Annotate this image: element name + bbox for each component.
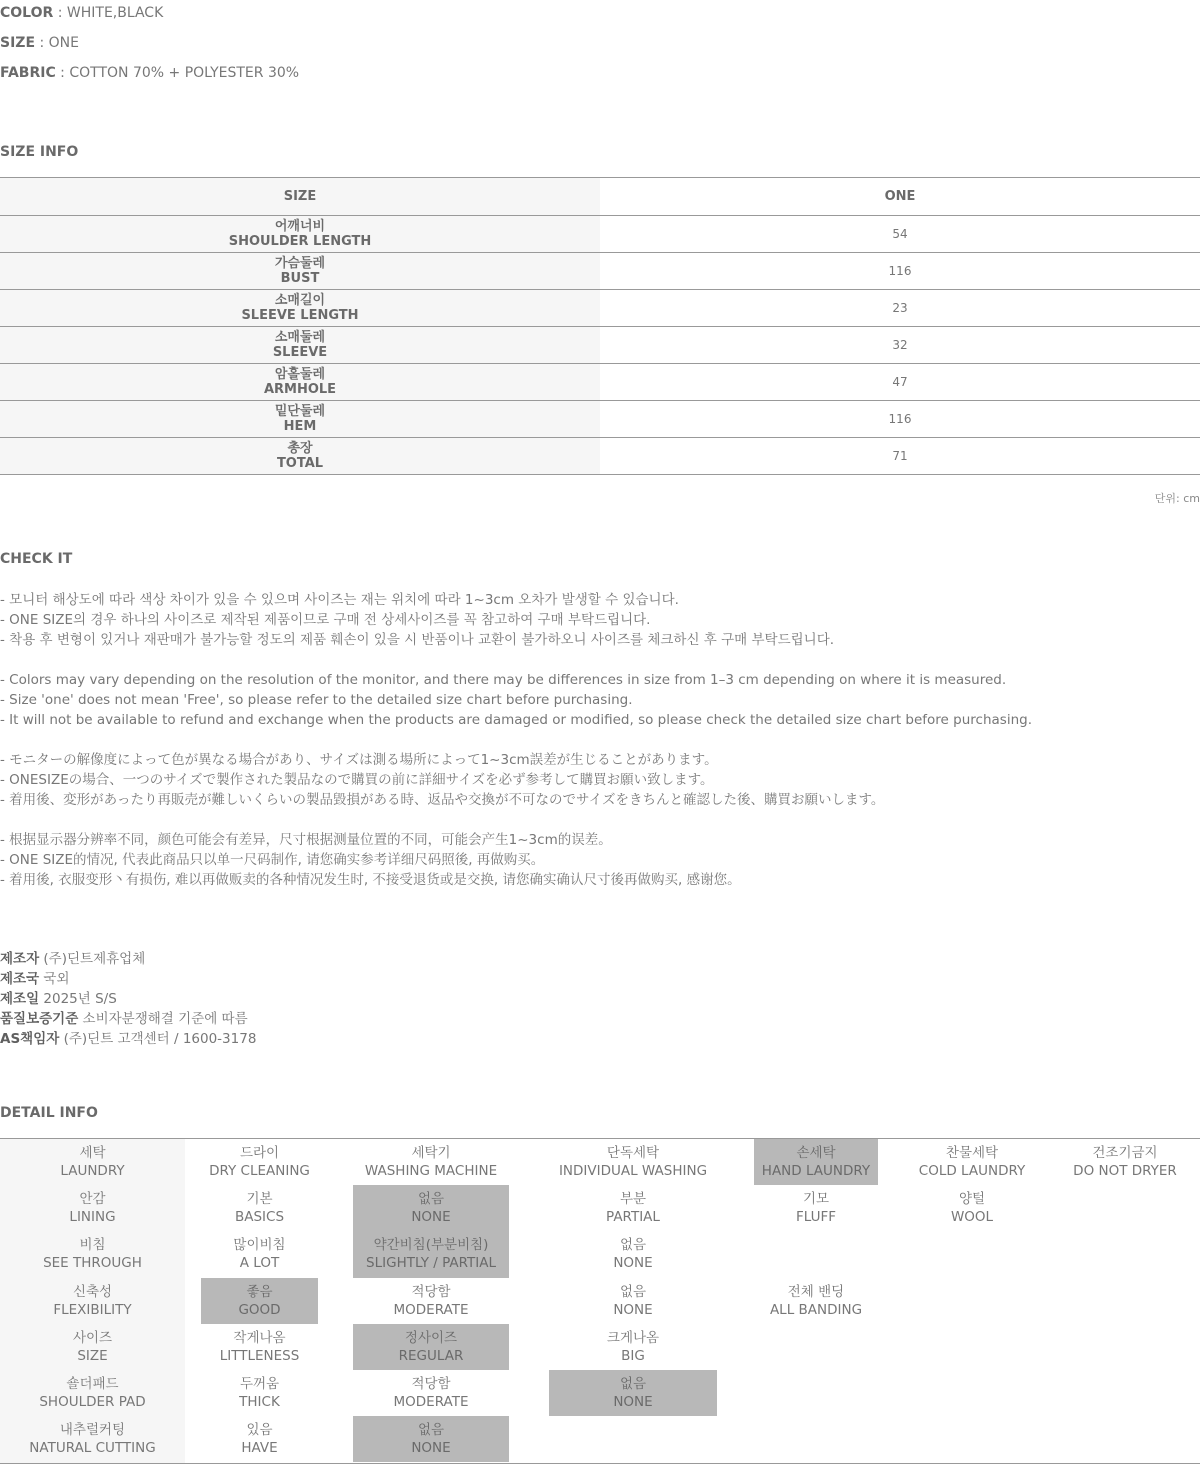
- detail-option: [353, 1185, 509, 1231]
- spec-value: : COTTON 70% + POLYESTER 30%: [55, 65, 300, 81]
- detail-en: NONE: [613, 1394, 653, 1411]
- detail-en: HAVE: [241, 1440, 278, 1457]
- detail-option: [201, 1324, 318, 1370]
- note-line: - It will not be available to refund and exchange when the products are damaged or modified, so please check the detailed size chart before purchasing.: [0, 712, 1032, 728]
- measure-value: 47: [600, 364, 1200, 401]
- detail-en: NONE: [411, 1440, 451, 1457]
- detail-ko: 있음: [246, 1422, 273, 1439]
- notes-korean: [0, 590, 1200, 650]
- detail-option: [549, 1231, 717, 1277]
- detail-option: [549, 1139, 717, 1185]
- note-line: - 着用後, 衣服变形丶有损伤, 难以再做贩卖的各种情况发生时, 不接受退货或是交换, 请您确实确认尺寸後再做购买, 感谢您。: [0, 872, 741, 888]
- detail-en: THICK: [239, 1394, 280, 1411]
- maker-line: [0, 969, 256, 989]
- detail-en: SEE THROUGH: [43, 1255, 142, 1272]
- maker-value: 국외: [39, 971, 70, 987]
- notes-english: [0, 670, 1200, 730]
- detail-en: BIG: [621, 1347, 645, 1364]
- detail-option: [353, 1370, 509, 1416]
- detail-en: INDIVIDUAL WASHING: [558, 1163, 708, 1180]
- detail-option: [201, 1139, 318, 1185]
- detail-ko: 손세탁: [796, 1145, 836, 1162]
- maker-value: 2025년 S/S: [39, 991, 117, 1007]
- detail-ko: 단독세탁: [606, 1145, 660, 1162]
- spec-label: FABRIC: [0, 65, 56, 81]
- note-line: - ONE SIZE的情况, 代表此商品只以单一尺码制作, 请您确实参考详细尺码照後, 再做购买。: [0, 852, 545, 868]
- note-line: - ONESIZEの場合、一つのサイズで製作された製品なので購買の前に詳細サイズを必ず参考して購買お願い致します。: [0, 772, 714, 788]
- detail-option: [353, 1231, 509, 1277]
- detail-ko: 없음: [619, 1237, 647, 1254]
- measure-value: 54: [600, 216, 1200, 253]
- note-line: - ONE SIZE의 경우 하나의 사이즈로 제작된 제품이므로 구매 전 상세사이즈를 꼭 참고하여 구매 부탁드립니다.: [0, 612, 651, 628]
- maker-line: [0, 949, 256, 969]
- maker-label: AS책임자: [0, 1031, 60, 1047]
- detail-ko: 적당함: [411, 1376, 451, 1393]
- detail-option: [201, 1185, 318, 1231]
- detail-en: NONE: [613, 1255, 653, 1272]
- detail-ko: 세탁: [79, 1145, 106, 1162]
- detail-en: WASHING MACHINE: [364, 1163, 498, 1180]
- measure-value: 116: [600, 253, 1200, 290]
- detail-en: GOOD: [238, 1301, 281, 1318]
- detail-ko: 적당함: [411, 1283, 451, 1300]
- detail-ko: 양털: [958, 1191, 986, 1208]
- measure-ko: 소매길이: [274, 293, 326, 308]
- notes-chinese: [0, 830, 1200, 890]
- table-row: [0, 253, 1200, 290]
- detail-en: DO NOT DRYER: [1073, 1163, 1177, 1180]
- measure-ko: 총장: [287, 441, 313, 456]
- detail-en: FLEXIBILITY: [53, 1301, 132, 1318]
- detail-ko: 약간비침(부분비침): [373, 1237, 489, 1254]
- measure-en: SHOULDER LENGTH: [228, 234, 372, 249]
- measure-ko: 암홀둘레: [274, 367, 326, 382]
- detail-option: [353, 1416, 509, 1462]
- measure-value: 23: [600, 290, 1200, 327]
- note-line: - 착용 후 변형이 있거나 재판매가 불가능할 정도의 제품 훼손이 있을 시 반품이나 교환이 불가하오니 사이즈를 체크하신 후 구매 부탁드립니다.: [0, 632, 835, 648]
- detail-grid: [0, 1138, 1200, 1464]
- detail-ko: 기모: [802, 1191, 830, 1208]
- detail-info-title: DETAIL INFO: [0, 1105, 98, 1121]
- detail-ko: 좋음: [246, 1283, 273, 1300]
- maker-value: (주)딘트 고객센터 / 1600-3178: [59, 1031, 257, 1047]
- detail-ko: 부분: [619, 1191, 647, 1208]
- spec-label: COLOR: [0, 5, 54, 21]
- maker-line: [0, 1009, 256, 1029]
- detail-option: [754, 1185, 878, 1231]
- check-it-notes: [0, 590, 1200, 910]
- detail-en: NONE: [411, 1209, 451, 1226]
- detail-en: MODERATE: [393, 1394, 469, 1411]
- detail-en: PARTIAL: [606, 1209, 660, 1226]
- detail-en: BASICS: [234, 1209, 285, 1226]
- detail-ko: 많이비침: [233, 1237, 286, 1254]
- detail-option: [201, 1278, 318, 1324]
- note-line: - 着用後、変形があったり再販売が難しいくらいの製品毀損がある時、返品や交換が不可なのでサイズをきちんと確認した後、購買お願いします。: [0, 792, 885, 808]
- detail-row-label: [0, 1139, 185, 1185]
- detail-row-label: [0, 1278, 185, 1324]
- check-it-title: CHECK IT: [0, 551, 73, 567]
- detail-row-label: [0, 1416, 185, 1462]
- detail-en: NONE: [613, 1301, 653, 1318]
- spec-color: [0, 5, 163, 21]
- maker-line: [0, 1029, 256, 1049]
- measure-en: ARMHOLE: [263, 382, 337, 397]
- detail-en: HAND LAUNDRY: [761, 1163, 871, 1180]
- maker-label: 품질보증기준: [0, 1011, 79, 1027]
- size-table-header: [0, 178, 1200, 216]
- detail-en: REGULAR: [398, 1347, 464, 1364]
- detail-en: LINING: [69, 1209, 116, 1226]
- detail-en: SHOULDER PAD: [39, 1394, 146, 1411]
- detail-option: [549, 1370, 717, 1416]
- detail-ko: 전체 밴딩: [787, 1283, 845, 1300]
- measure-ko: 어깨너비: [274, 219, 326, 234]
- spec-fabric: [0, 65, 299, 81]
- detail-ko: 비침: [79, 1237, 106, 1254]
- detail-ko: 안감: [79, 1191, 106, 1208]
- measure-ko: 가슴둘레: [274, 256, 326, 271]
- detail-ko: 크게나옴: [606, 1329, 660, 1346]
- detail-option: [549, 1185, 717, 1231]
- detail-ko: 없음: [417, 1191, 445, 1208]
- table-row: [0, 216, 1200, 253]
- detail-en: SIZE: [77, 1347, 108, 1364]
- detail-en: LITTLENESS: [219, 1347, 300, 1364]
- detail-ko: 작게나옴: [233, 1329, 286, 1346]
- maker-info: [0, 949, 256, 1049]
- detail-option: [754, 1139, 878, 1185]
- detail-en: DRY CLEANING: [209, 1163, 310, 1180]
- detail-option: [353, 1139, 509, 1185]
- detail-option: [201, 1231, 318, 1277]
- spec-size: [0, 35, 79, 51]
- notes-japanese: [0, 750, 1200, 810]
- detail-option: [353, 1278, 509, 1324]
- detail-en: MODERATE: [393, 1301, 469, 1318]
- detail-ko: 신축성: [72, 1283, 113, 1300]
- detail-en: WOOL: [950, 1209, 994, 1226]
- maker-value: (주)딘트제휴업체: [39, 951, 146, 967]
- detail-ko: 드라이: [239, 1145, 280, 1162]
- table-row: [0, 327, 1200, 364]
- maker-label: 제조자: [0, 951, 40, 967]
- detail-en: SLIGHTLY / PARTIAL: [366, 1255, 496, 1272]
- detail-en: A LOT: [239, 1255, 280, 1272]
- spec-value: : ONE: [35, 35, 79, 51]
- detail-option: [754, 1278, 878, 1324]
- table-row: [0, 401, 1200, 438]
- note-line: - Size 'one' does not mean 'Free', so please refer to the detailed size chart before purchasing.: [0, 692, 633, 708]
- note-line: - モニターの解像度によって色が異なる場合があり、サイズは測る場所によって1~3cm誤差が生じることがあります。: [0, 752, 718, 768]
- measure-ko: 소매둘레: [274, 330, 326, 345]
- note-line: - Colors may vary depending on the resolution of the monitor, and there may be differences in size from 1–3 cm depending on where it is measured.: [0, 672, 1007, 688]
- detail-row-label: [0, 1370, 185, 1416]
- measure-en: SLEEVE: [272, 345, 328, 360]
- detail-ko: 찬물세탁: [945, 1145, 999, 1162]
- detail-row-label: [0, 1324, 185, 1370]
- detail-en: LAUNDRY: [60, 1163, 125, 1180]
- table-row: [0, 290, 1200, 327]
- measure-value: 116: [600, 401, 1200, 438]
- detail-ko: 없음: [417, 1422, 445, 1439]
- spec-value: : WHITE,BLACK: [53, 5, 164, 21]
- detail-row-label: [0, 1231, 185, 1277]
- detail-row-label: [0, 1185, 185, 1231]
- measure-value: 71: [600, 438, 1200, 475]
- detail-ko: 세탁기: [411, 1145, 451, 1162]
- detail-ko: 정사이즈: [404, 1329, 458, 1346]
- detail-ko: 기본: [246, 1191, 273, 1208]
- detail-ko: 내추럴커팅: [59, 1422, 126, 1439]
- maker-label: 제조국: [0, 971, 40, 987]
- detail-option: [1050, 1139, 1200, 1185]
- table-row: [0, 364, 1200, 401]
- measure-value: 32: [600, 327, 1200, 364]
- detail-en: ALL BANDING: [769, 1301, 863, 1318]
- detail-ko: 두꺼움: [239, 1376, 280, 1393]
- detail-ko: 없음: [619, 1283, 647, 1300]
- size-table: [0, 177, 1200, 475]
- detail-option: [549, 1324, 717, 1370]
- detail-option: [201, 1416, 318, 1462]
- measure-en: SLEEVE LENGTH: [241, 308, 359, 323]
- maker-value: 소비자분쟁해결 기준에 따름: [78, 1011, 248, 1027]
- spec-label: SIZE: [0, 35, 36, 51]
- detail-ko: 사이즈: [72, 1329, 113, 1346]
- detail-option: [201, 1370, 318, 1416]
- detail-option: [353, 1324, 509, 1370]
- note-line: - 모니터 해상도에 따라 색상 차이가 있을 수 있으며 사이즈는 재는 위치에 따라 1~3cm 오차가 발생할 수 있습니다.: [0, 592, 679, 608]
- size-info-title: SIZE INFO: [0, 144, 79, 160]
- unit-label: 단위: cm: [1154, 492, 1200, 505]
- note-line: - 根据显示器分辨率不同，颜色可能会有差异，尺寸根据测量位置的不同，可能会产生1~3cm的误差。: [0, 832, 612, 848]
- table-row: [0, 438, 1200, 475]
- size-header-value: ONE: [600, 178, 1200, 216]
- detail-ko: 없음: [619, 1376, 647, 1393]
- maker-label: 제조일: [0, 991, 40, 1007]
- size-header-label: SIZE: [0, 178, 600, 216]
- detail-option: [549, 1278, 717, 1324]
- detail-en: NATURAL CUTTING: [29, 1440, 156, 1457]
- measure-ko: 밑단둘레: [274, 404, 326, 419]
- maker-line: [0, 989, 256, 1009]
- measure-en: BUST: [280, 271, 320, 286]
- detail-en: FLUFF: [795, 1209, 837, 1226]
- measure-en: HEM: [283, 419, 317, 434]
- detail-en: COLD LAUNDRY: [918, 1163, 1026, 1180]
- detail-option: [894, 1139, 1050, 1185]
- measure-en: TOTAL: [276, 456, 324, 471]
- detail-ko: 건조기금지: [1092, 1145, 1158, 1162]
- detail-ko: 숄더패드: [66, 1376, 119, 1393]
- detail-option: [894, 1185, 1050, 1231]
